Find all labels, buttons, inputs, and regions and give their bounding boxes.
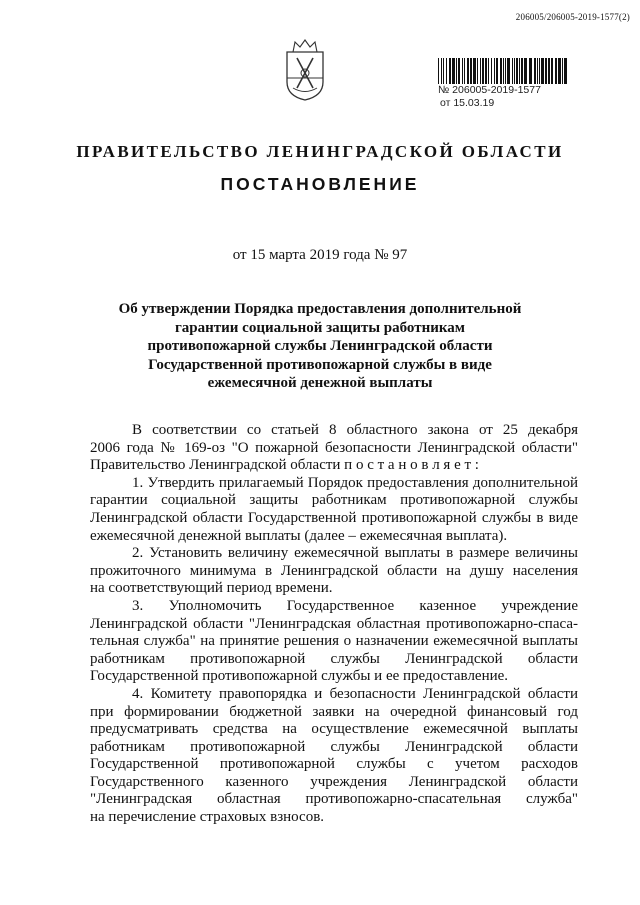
subject-line: гарантии социальной защиты работникам [174, 319, 466, 336]
barcode-bar [558, 58, 561, 84]
barcode-graphic [438, 58, 570, 84]
government-title: ПРАВИТЕЛЬСТВО ЛЕНИНГРАДСКОЙ ОБЛАСТИ [76, 142, 564, 161]
barcode-bar [462, 58, 463, 84]
barcode-bar [494, 58, 495, 84]
barcode-bar [551, 58, 553, 84]
barcode-bar [464, 58, 465, 84]
barcode-bar [507, 58, 510, 84]
barcode-bar [564, 58, 567, 84]
barcode-bar [529, 58, 532, 84]
barcode-bar [485, 58, 487, 84]
barcode-bar [446, 58, 447, 84]
document-body [90, 422, 578, 827]
barcode-bar [539, 58, 540, 84]
body-line: предусматривать средства на осуществление ежемесячной выплаты [90, 721, 578, 738]
body-line: Ленинградской области "Ленинградская областная противопожарно-спаса- [90, 615, 578, 632]
barcode-bar [512, 58, 513, 84]
body-line: 2006 года № 169-оз "О пожарной безопасности Ленинградской области" [90, 439, 578, 456]
registration-date: от 15.03.19 [440, 97, 495, 109]
barcode-bar [505, 58, 506, 84]
barcode-bar [491, 58, 492, 84]
barcode-bar [438, 58, 439, 84]
subject-line: ежемесячной денежной выплаты [207, 375, 433, 392]
barcode-bar [519, 58, 520, 84]
barcode-bar [473, 58, 476, 84]
barcode-bar [488, 58, 489, 84]
body-line: прожиточного минимума в Ленинградской области на душу населения [90, 562, 578, 579]
body-line: Государственного казенного учреждения Ленинградской области [90, 773, 578, 790]
barcode-bar [555, 58, 557, 84]
barcode-bar [470, 58, 472, 84]
body-line: 4. Комитету правопорядка и безопасности Ленинградской области [132, 685, 578, 702]
body-line: на перечисление страховых взносов. [90, 809, 325, 826]
document-date-number: от 15 марта 2019 года № 97 [232, 247, 408, 263]
barcode-bar [534, 58, 536, 84]
body-line: В соответствии со статьей 8 областного закона от 25 декабря [132, 422, 578, 438]
barcode-bar [514, 58, 515, 84]
barcode-bar [480, 58, 481, 84]
body-line: Правительство Ленинградской области п о с т а н о в л я е т : [90, 457, 479, 474]
barcode-bar [500, 58, 502, 84]
document-type: ПОСТАНОВЛЕНИЕ [220, 174, 420, 194]
document-code: 206005/206005-2019-1577(2) [515, 12, 630, 22]
document-subject [110, 300, 530, 393]
barcode-bar [521, 58, 523, 84]
body-line: на соответствующий период времени. [90, 580, 333, 597]
body-line: работникам противопожарной службы Ленинградской области [90, 650, 578, 667]
body-line: "Ленинградская областная противопожарно-спасательная служба" [90, 791, 578, 808]
subject-line: противопожарной службы Ленинградской области [147, 338, 493, 355]
subject-line: Государственной противопожарной службы в виде [148, 356, 492, 373]
body-line: 2. Установить величину ежемесячной выплаты в размере величины [132, 545, 578, 562]
barcode-bar [537, 58, 538, 84]
barcode-bar [482, 58, 484, 84]
body-line: гарантии социальной защиты работникам противопожарной службы [90, 492, 578, 509]
barcode-bar [496, 58, 498, 84]
barcode-bar [477, 58, 478, 84]
barcode-bar [524, 58, 527, 84]
barcode-bar [456, 58, 457, 84]
body-line: Ленинградской области Государственной противопожарной службы в виде [90, 509, 578, 526]
barcode-bar [516, 58, 518, 84]
body-line: Государственной противопожарной службы с учетом расходов [90, 756, 578, 773]
barcode-bar [545, 58, 547, 84]
barcode-bar [541, 58, 544, 84]
barcode-bar [452, 58, 455, 84]
body-line: работникам противопожарной службы Ленинградской области [90, 738, 578, 755]
registration-number: № 206005-2019-1577 [438, 84, 541, 96]
subject-line: Об утверждении Порядка предоставления дополнительной [118, 301, 522, 317]
body-line: при формировании бюджетной заявки на очередной финансовый год [90, 703, 578, 720]
barcode-bar [503, 58, 504, 84]
coat-of-arms-emblem [283, 38, 327, 102]
body-line: тельная служба" на принятие решения о назначении ежемесячной выплаты [90, 633, 578, 650]
body-line: 1. Утвердить прилагаемый Порядок предоставления дополнительной [132, 474, 578, 491]
barcode-bar [562, 58, 563, 84]
barcode-bar [443, 58, 444, 84]
barcode-bar [548, 58, 550, 84]
barcode-bar [467, 58, 469, 84]
body-line: ежемесячной денежной выплаты (далее – ежемесячная выплата). [90, 527, 508, 544]
body-line: 3. Уполномочить Государственное казенное учреждение [132, 597, 578, 614]
barcode-bar [449, 58, 451, 84]
body-line: Государственной противопожарной службы и ее предоставление. [90, 668, 509, 685]
barcode-bar [458, 58, 460, 84]
barcode-bar [441, 58, 442, 84]
